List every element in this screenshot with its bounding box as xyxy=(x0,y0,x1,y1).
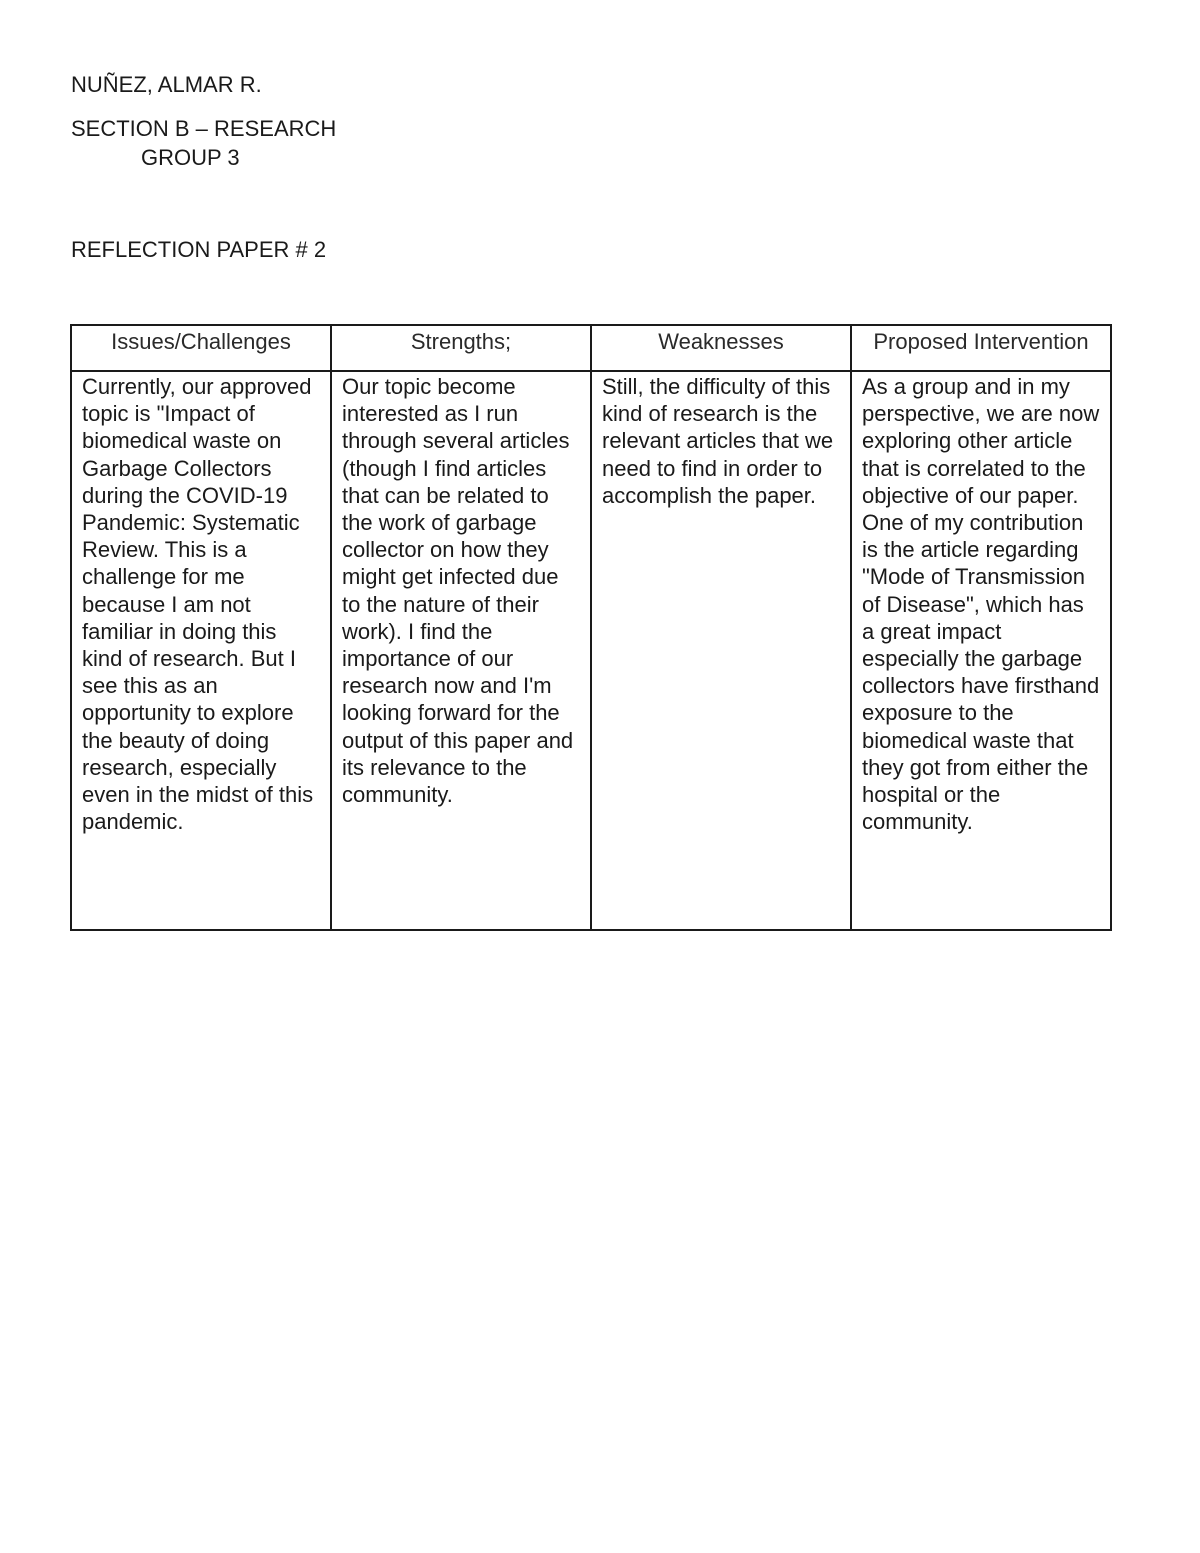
header-issues-challenges: Issues/Challenges xyxy=(71,325,331,371)
table-row xyxy=(71,371,1111,930)
author-name: NUÑEZ, ALMAR R. xyxy=(71,72,262,97)
header-strengths: Strengths; xyxy=(331,325,591,371)
cell-weaknesses: Still, the difficulty of this kind of research is the relevant articles that we need to find in order to accomplish the paper. xyxy=(591,371,851,930)
document-title: REFLECTION PAPER # 2 xyxy=(71,237,327,262)
reflection-table xyxy=(70,324,1112,931)
cell-proposed-intervention: As a group and in my perspective, we are now exploring other article that is correlated to the objective of our paper. One of my contribution is the article regarding "Mode of Transmission of Disease", which has a great impact especially the garbage collectors have firsthand exposure to the biomedical waste that they got from either the hospital or the community. xyxy=(851,371,1111,930)
section-label: SECTION B – RESEARCH xyxy=(71,116,337,141)
cell-strengths: Our topic become interested as I run through several articles (though I find articles that can be related to the work of garbage collector on how they might get infected due to the nature of their work). I find the importance of our research now and I'm looking forward for the output of this paper and its relevance to the community. xyxy=(331,371,591,930)
cell-issues-challenges: Currently, our approved topic is "Impact of biomedical waste on Garbage Collectors during the COVID-19 Pandemic: Systematic Review. This is a challenge for me because I am not familiar in doing this kind of research. But I see this as an opportunity to explore the beauty of doing research, especially even in the midst of this pandemic. xyxy=(71,371,331,930)
table-header-row xyxy=(71,325,1111,371)
header-weaknesses: Weaknesses xyxy=(591,325,851,371)
header-proposed-intervention: Proposed Intervention xyxy=(851,325,1111,371)
group-label: GROUP 3 xyxy=(141,145,240,170)
